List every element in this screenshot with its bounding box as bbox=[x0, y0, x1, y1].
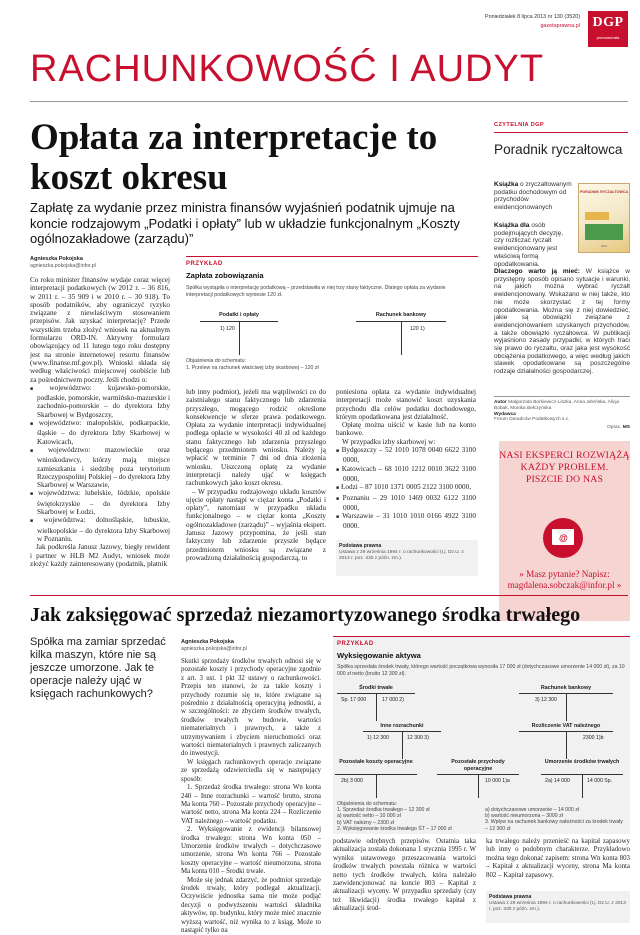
legend-item: 2. Wyksięgowanie środka trwałego ŚT – 17 000 zł bbox=[337, 825, 452, 832]
paragraph: Skutki sprzedaży środków trwałych odnosi się w pozostałe koszty i przychody operacyjne zgodnie z art. 3 ust. 1 pkt 32 ustawy o rachunkowości. Przepis ten stanowi, że za takie koszty i przychody rozumie się te, które związane są pośrednio z działalnością operacyjną jednostki, a w szczególności: ze zbyciem środków trwałych, środków trwałych w budowie, wartości niematerialnych i prawnych, a także z utrzymywaniem i zbyciem nieruchomości oraz wartości niematerialnych i prawnych zaliczanych do inwestycji. bbox=[181, 658, 321, 758]
t-account-line bbox=[582, 774, 583, 798]
site-link[interactable]: gazetaprawna.pl bbox=[540, 23, 580, 30]
paragraph: poniesiona opłata za wydanie indywidualnej interpretacji może stanowić koszt uzyskania przychodu dla celów podatku dochodowego, którym opodatkowana jest działalność. bbox=[336, 388, 476, 421]
account-credit: 10 000 1)a bbox=[485, 778, 510, 784]
paragraph: Co roku minister finansów wydaje coraz więcej interpretacji podatkowych (w 2012 r. – 36 816, w 2011 r. – 35 909 i w 2010 r. – 30 918). To sposób podatników, aby ograniczyć ryzyko związane z niewłaściwym stosowaniem przepisów. Jak uzyskać interpretację? Przede wszystkim trzeba złożyć wniosek na aktualnym formularzu ORD-IN. Aktywny formularz obowiązujący od 11 lutego tego roku dostępny jest na stronie internetowej resortu finansów (www.finanse.mf.gov.pl). Wnioski składa się według właściwości miejscowej osobiście lub za pośrednictwem poczty. Jeśli chodzi o: bbox=[30, 276, 170, 384]
book-audience-text: osób podejmujących decyzję, czy rozliczać ryczałt ewidencjonowany jest właściwą formą opodatkowania. bbox=[494, 222, 564, 268]
book-description-label: Dlaczego warto ją mieć: bbox=[494, 268, 580, 275]
paragraph: ka trwałego należy przenieść na kapitał zapasowy lub inny o podobnym charakterze. Przykładowo można tego dokonać zapisem: strona Wn konta 803 – Kapitał z aktualizacji wyceny, strona Ma konta 802 – Kapitał zapasowy. bbox=[486, 838, 630, 879]
paragraph: W przypadku izby skarbowej w: bbox=[342, 437, 436, 446]
legend-right bbox=[485, 807, 625, 832]
account-title: Podatki i opłaty bbox=[219, 312, 259, 318]
promo-line: KAŻDY PROBLEM. bbox=[520, 462, 609, 473]
author-name: Agnieszka Pokojska bbox=[181, 639, 234, 645]
t-account-line bbox=[376, 693, 377, 721]
book-cover-year: 2013 bbox=[601, 244, 607, 248]
paragraph: Jak podkreśla Janusz Jazowy, biegły rewident i partner w HLB M2 Audyt, wniosek może złożyć każdy zainteresowany (podatnik, płatnik bbox=[30, 543, 170, 568]
example-text: Spółka wystąpiła o interpretację podatkową – przedstawiła w niej trzy stany faktyczne. Dlatego opłata za wydanie interpretacji podatkowych wyniesie 120 zł. bbox=[186, 285, 446, 298]
legend-item: b) wartość nieumorzona – 3000 zł bbox=[485, 813, 563, 820]
paragraph: 1. Sprzedaż środka trwałego: strona Wn konta 240 – Inne rozrachunki – wartość brutto, strona Ma konta 760 – Pozostałe przychody operacyjne – wartość netto, strona Ma konta 224 – Rozliczenie VAT należnego – wartość podatku. bbox=[181, 784, 321, 825]
legal-basis-box-2 bbox=[486, 891, 630, 923]
example-box-2 bbox=[333, 636, 630, 834]
list-item: ■ województwa: lubelskie, łódzkie, opolskie świętokrzyskie – do dyrektora Izby Skarbowej w Łodzi, bbox=[30, 489, 170, 516]
book-audience-label: Książka dla bbox=[494, 222, 530, 229]
example-text: Spółka sprzedała środek trwały, którego wartość początkowa wynosiła 17 000 zł (dotychczasowe umorzenie 14 000 zł), za 10 000 zł netto (brutto 12 300 zł). bbox=[337, 664, 625, 677]
prepared-by-value: MS bbox=[622, 425, 630, 431]
example-label: PRZYKŁAD bbox=[186, 261, 223, 267]
legend-item: a) dotychczasowe umorzenie – 14 000 zł bbox=[485, 807, 580, 813]
t-account-line bbox=[478, 774, 479, 798]
article2-column-2 bbox=[333, 838, 476, 914]
issue-date-line: Poniedziałek 8 lipca 2013 nr 130 (3520) bbox=[485, 14, 580, 20]
account-credit: 120 1) bbox=[410, 326, 425, 332]
at-icon: @ bbox=[559, 533, 568, 543]
promo-contact bbox=[499, 569, 630, 591]
sidebar-divider bbox=[494, 396, 630, 397]
list-item: ■ województwa: dolnośląskie, lubuskie, wielkopolskie – do dyrektora Izby Skarbowej w Poznaniu. bbox=[30, 516, 170, 543]
legend-left bbox=[337, 801, 477, 832]
list-item: ■ województwo: małopolskie, podkarpackie, śląskie – do dyrektora Izby Skarbowej w Katowicach, bbox=[30, 419, 170, 446]
publisher-label: Wydawca bbox=[494, 411, 516, 417]
legend-item: 1. Sprzedaż środka trwałego – 12 300 zł bbox=[337, 807, 430, 814]
book-cover-image bbox=[578, 183, 630, 253]
sidebar-book-title: Poradnik ryczałtowca bbox=[494, 141, 623, 157]
legend-title: Objaśnienia do schematu: bbox=[186, 358, 246, 364]
article2-headline: Jak zaksięgować sprzedaż niezamortyzowanego środka trwałego bbox=[30, 604, 581, 626]
header-divider bbox=[30, 101, 628, 102]
book-description bbox=[494, 268, 630, 376]
promo-line: NASI EKSPERCI ROZWIĄŻĄ bbox=[499, 450, 630, 461]
legend-item: b) VAT należny – 2300 zł bbox=[337, 819, 395, 826]
list-item: ■ województwo: mazowieckie oraz wnioskodawcy, którzy mają miejsce zamieszkania i siedzibę poza terytorium Rzeczypospolitej Polskiej – do dyrektora Izby Skarbowej w Warszawie, bbox=[30, 446, 170, 489]
paragraph: Może się jednak zdarzyć, że podmiot sprzedaje środek trwały, który podlegał aktualizacji. Oczywiście jednostka sama nie może podjąć decyzji o podwyższeniu wartości składnika aktywów, np. budynku, który może mieć znacznie wyższą wartość, niż wynika to z ksiąg. Może to nastąpić tylko na bbox=[181, 876, 321, 934]
bank-account-list bbox=[336, 446, 476, 531]
account-debit: 2a) 14 000 bbox=[545, 778, 570, 784]
authors-text: Małgorzata Borkiewicz-Liszka, Anna Jeleńska, Alicja Bobak, Monika Bełczyńska bbox=[494, 400, 620, 411]
legal-label: Podstawa prawna bbox=[339, 543, 382, 549]
book-cover-stripe bbox=[585, 212, 609, 220]
promo-question: » Masz pytanie? Napisz: bbox=[519, 569, 610, 579]
paragraph: lub inny podmiot), jeżeli ma wątpliwości co do zaistniałego stanu faktycznego lub zdarzenia przyszłego, mogącego rodzić określone konsekwencje w sferze prawa podatkowego. Opłata za wydanie interpretacji indywidualnej podlega opłacie w wysokości 40 zł od każdego stanu faktycznego lub zdarzenia przyszłego będącego przedmiotem wniosku. Należy ją wpłacić w terminie 7 dni od dnia złożenia wniosku. Uiszczoną opłatę za wydanie interpretacji należy ująć w księgach rachunkowych jako koszt okresu. bbox=[186, 388, 326, 488]
book-audience bbox=[494, 222, 574, 268]
account-credit: 2300 1)b bbox=[583, 735, 604, 741]
promo-heading bbox=[499, 450, 630, 486]
promo-email-link[interactable]: magdalena.sobczak@infor.pl » bbox=[507, 580, 622, 590]
article1-column-3 bbox=[336, 388, 476, 531]
envelope-icon bbox=[552, 529, 574, 545]
t-account-line bbox=[566, 731, 567, 759]
example-title: Zapłata zobowiązania bbox=[186, 271, 264, 281]
article-divider bbox=[30, 595, 628, 596]
account-title: Pozostałe koszty operacyjne bbox=[339, 759, 413, 765]
prepared-by-label: Oprac. bbox=[607, 425, 622, 431]
account-title: Umorzenie środków trwałych bbox=[544, 759, 620, 765]
legal-text: Ustawa z 29 września 1994 r. o rachunkowości (t.j. Dz.U. z 2013 r. poz. 330 z późn. zm.). bbox=[489, 900, 626, 912]
list-item: ■ Bydgoszczy – 52 1010 1078 0040 6622 3100 0000, bbox=[336, 446, 476, 465]
article1-lead: Zapłatę za wydanie przez ministra finansów wyjaśnień podatnik ujmuje na koncie rodzajowym „Podatki i opłaty” lub w układzie funkcjonalnym „Koszty ogólnozakładowe (zarządu)” bbox=[30, 200, 460, 246]
legal-basis-box-1 bbox=[336, 540, 478, 576]
article2-lead: Spółka ma zamiar sprzedać kilka maszyn, które nie są jeszcze umorzone. Jak te operacje należy ująć w księgach rachunkowych? bbox=[30, 636, 166, 700]
paragraph: – W przypadku rodzajowego układu kosztów ujęcie opłaty nastąpi w ciężar konta „Podatki i opłaty”, natomiast w przypadku układu funkcjonalnego – w ciężar konta „Koszty ogólnozakładowe (zarządu)” – wyjaśnia ekspert. Janusz Jazowy przypomina, że jeśli stan faktyczny lub zdarzenie przyszłe będące przedmiotem wniosku są związane z prowadzoną działalnością gospodarczą, to bbox=[186, 487, 326, 562]
example-label: PRZYKŁAD bbox=[337, 641, 374, 647]
account-title: Pozostałe przychody operacyjne bbox=[451, 759, 505, 773]
account-title: Środki trwałe bbox=[359, 685, 393, 691]
account-title: Rachunek bankowy bbox=[375, 312, 427, 318]
article2-column-3 bbox=[486, 838, 630, 880]
section-title: RACHUNKOWOŚĆ I AUDYT bbox=[30, 48, 545, 90]
book-cover-title: PORADNIK RYCZAŁTOWCA bbox=[579, 190, 629, 194]
logo-text: DGP bbox=[592, 15, 624, 30]
article1-column-1 bbox=[30, 276, 170, 568]
article2-column-1 bbox=[181, 658, 321, 935]
account-title: Rachunek bankowy bbox=[540, 685, 592, 691]
t-account-line bbox=[401, 321, 402, 355]
account-credit: 17 000 2) bbox=[382, 697, 404, 703]
author-name: Agnieszka Pokojska bbox=[30, 256, 83, 262]
tax-office-list bbox=[30, 384, 170, 543]
book-intro-label: Książka bbox=[494, 181, 519, 188]
author-email[interactable]: agnieszka.pokojska@infor.pl bbox=[181, 646, 247, 653]
list-item: ■ województwo: kujawsko-pomorskie, podlaskie, pomorskie, warmińsko-mazurskie i zachodnio-pomorskie – do dyrektora Izby Skarbowej w Bydgoszczy, bbox=[30, 384, 170, 419]
account-debit: Sp. 17 000 bbox=[341, 697, 367, 703]
dgp-logo bbox=[588, 11, 628, 47]
account-credit: 12 300 3) bbox=[407, 735, 429, 741]
legend-title: Objaśnienia do schematu: bbox=[337, 801, 397, 807]
article2-byline bbox=[181, 639, 321, 653]
author-email[interactable]: agnieszka.pokojska@infor.pl bbox=[30, 263, 96, 270]
t-account-line bbox=[402, 731, 403, 759]
account-title: Rozliczenie VAT należnego bbox=[531, 723, 601, 729]
paragraph: Opłatę można uiścić w kasie lub na konto bankowe. bbox=[336, 421, 476, 438]
book-credits bbox=[494, 400, 630, 431]
book-description-text: W książce w przystępny sposób opisano sytuacje i warunki, na jakich można wybrać ryczałt ewidencjonowany. Wskazano w niej także, kto nie może skorzystać z tej formy opodatkowania. Można się z niej dowiedzieć, jakie są obowiązki związane z ewidencjonowaniem uzyskanych przychodów, a także obowiązki ryczałtowca. W publikacji wyjaśniono zasady przypadki, w których traci się prawo do ryczałtu, oraz jaka jest wysokość obciążenia podatkowego, a więc według jakich stawek opodatkowane są poszczególne rodzaje działalności gospodarczej. bbox=[494, 268, 630, 376]
example-box-1 bbox=[186, 256, 478, 380]
issue-info bbox=[485, 14, 580, 31]
t-account-line bbox=[239, 321, 240, 355]
ask-experts-promo[interactable] bbox=[499, 441, 630, 621]
example-title: Wyksięgowanie aktywa bbox=[337, 651, 421, 661]
article1-column-2 bbox=[186, 388, 326, 562]
list-item: ■ Warszawie – 31 1010 1010 0166 4922 3100 0000. bbox=[336, 512, 476, 531]
legend-item: 3. Wpływ na rachunek bankowy należności za środek trwały – 12 300 zł bbox=[485, 819, 623, 832]
account-debit: 2b) 3 000 bbox=[341, 778, 363, 784]
authors-label: Autor bbox=[494, 400, 507, 405]
legend-item: 1. Przelew na rachunek właściwej izby skarbowej – 120 zł bbox=[186, 365, 319, 371]
account-credit: 14 000 Sp. bbox=[587, 778, 613, 784]
legal-text: Ustawa z 29 września 1994 r. o rachunkowości (t.j. Dz.U. z 2013 r. poz. 330 z późn. zm.). bbox=[339, 549, 464, 561]
list-item: ■ Łodzi – 87 1010 1371 0005 2122 3100 0000, bbox=[336, 483, 476, 493]
t-account-line bbox=[376, 774, 377, 798]
paragraph: 2. Wyksięgowanie z ewidencji bilansowej środka trwałego: strona Wn konta 050 – Umorzenie środków trwałych – dotychczasowe umorzenie, strona Wn konta 766 – Pozostałe koszty operacyjne – wartość nieumorzona, strona Ma konta 010 – Środki trwałe. bbox=[181, 826, 321, 876]
sidebar-category: CZYTELNIA DGP bbox=[494, 122, 628, 133]
article1-byline bbox=[30, 256, 160, 270]
account-debit: 1) 120 bbox=[220, 326, 235, 332]
legal-label: Podstawa prawna bbox=[489, 894, 532, 900]
article1-headline: Opłata za interpretacje to koszt okresu bbox=[30, 117, 438, 198]
legend-item: a) wartość netto – 10 000 zł bbox=[337, 813, 401, 820]
list-item: ■ Poznaniu – 29 1010 1469 0032 6122 3100 0000, bbox=[336, 494, 476, 513]
paragraph: podstawie odrębnych przepisów. Ostatnia taka aktualizacja została dokonana 1 stycznia 1995 r. W wyniku ustawowego przeszacowania wartości środków trwałych powstała różnica w wartości netto tych środków trwałych, która należało zaewidencjonować na koncie 803 – Kapitał z aktualizacji wyceny. W przypadku sprzedaży (czy też likwidacji) środka trwałego kapitał z aktualizacji środ- bbox=[333, 838, 476, 913]
book-intro-text: o zryczałtowanym podatku dochodowym od przychodów ewidencjonowanych bbox=[494, 181, 572, 212]
publisher-text: Forum Doradców Podatkowych s.c. bbox=[494, 417, 570, 423]
account-debit: 1) 12 300 bbox=[367, 735, 389, 741]
t-account-line bbox=[566, 693, 567, 721]
promo-line: PISZCIE DO NAS bbox=[525, 474, 604, 485]
paragraph: W księgach rachunkowych operacje związane ze sprzedażą odzwierciedla się w następujący sposób: bbox=[181, 758, 321, 783]
envelope-badge bbox=[543, 518, 583, 558]
logo-subtext: prenumerata bbox=[596, 35, 620, 40]
list-item: ■ Katowicach – 68 1010 1212 0010 3622 3100 0000, bbox=[336, 465, 476, 484]
account-debit: 3) 12 300 bbox=[535, 697, 557, 703]
book-cover-band bbox=[585, 224, 623, 240]
account-title: Inne rozrachunki bbox=[380, 723, 424, 729]
book-intro bbox=[494, 181, 574, 212]
reading-room-sidebar bbox=[494, 122, 628, 158]
